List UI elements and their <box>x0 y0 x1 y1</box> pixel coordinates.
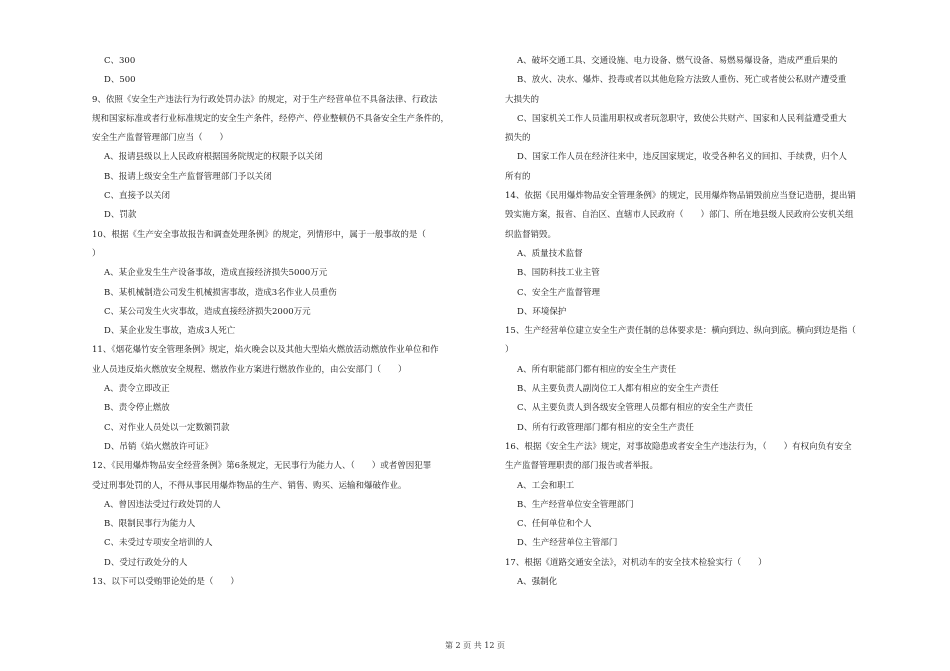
text-line: 14、依据《民用爆炸物品安全管理条例》的规定，民用爆炸物品销毁前应当登记造册，提出销 <box>505 191 856 202</box>
text-line: A、工会和职工 <box>517 480 575 491</box>
text-line: ） <box>92 248 101 259</box>
text-line: 11、《烟花爆竹安全管理条例》规定，焰火晚会以及其他大型焰火燃放活动燃放作业单位和作 <box>92 345 439 356</box>
text-line: C、未受过专项安全培训的人 <box>104 538 213 549</box>
text-line: 业人员违反焰火燃放安全规程、燃放作业方案进行燃放作业的，由公安部门（ ） <box>92 364 407 375</box>
text-line: A、曾因违法受过行政处罚的人 <box>104 499 221 510</box>
text-line: A、责令立即改正 <box>104 384 170 395</box>
text-line: 大损失的 <box>505 94 540 105</box>
text-line: 规和国家标准或者行业标准规定的安全生产条件，经停产、停业整顿仍不具备安全生产条件的， <box>92 113 450 124</box>
text-line: B、生产经营单位安全管理部门 <box>517 499 634 510</box>
text-line: D、生产经营单位主管部门 <box>517 538 618 549</box>
text-line: D、国家工作人员在经济往来中，违反国家规定，收受各种名义的回扣、手续费，归个人 <box>517 152 847 163</box>
text-line: C、任何单位和个人 <box>517 519 592 530</box>
text-line: 12、《民用爆炸物品安全经营条例》第6条规定，无民事行为能力人、（ ）或者曾因犯罪 <box>92 461 432 472</box>
left-column <box>92 52 492 592</box>
text-line: B、限制民事行为能力人 <box>104 519 196 530</box>
text-line: ） <box>505 345 514 356</box>
text-line: C、国家机关工作人员滥用职权或者玩忽职守，致使公共财产、国家和人民利益遭受重大 <box>517 113 847 124</box>
text-line: B、某机械制造公司发生机械损害事故，造成3名作业人员重伤 <box>104 287 337 298</box>
text-line: A、强制化 <box>517 577 558 588</box>
text-line: C、直接予以关闭 <box>104 191 171 202</box>
text-line: 损失的 <box>505 133 531 144</box>
page-footer: 第 2 页 共 12 页 <box>445 641 505 650</box>
text-line: 受过刑事处罚的人，不得从事民用爆炸物品的生产、销售、购买、运输和爆破作业。 <box>92 480 407 491</box>
text-line: C、某公司发生火灾事故，造成直接经济损失2000万元 <box>104 306 311 317</box>
text-line: 17、根据《道路交通安全法》，对机动车的安全技术检验实行（ ） <box>505 557 767 568</box>
text-line: 所有的 <box>505 171 531 182</box>
text-line: B、国防科技工业主管 <box>517 268 600 279</box>
text-line: D、环境保护 <box>517 306 567 317</box>
text-line: C、安全生产监督管理 <box>517 287 601 298</box>
text-line: B、责令停止燃放 <box>104 403 170 414</box>
text-line: D、受过行政处分的人 <box>104 557 188 568</box>
text-line: 织监督销毁。 <box>505 229 557 240</box>
text-line: 16、根据《安全生产法》规定，对事故隐患或者安全生产违法行为，（ ）有权向负有安全 <box>505 441 852 452</box>
text-line: C、300 <box>104 56 136 66</box>
text-line: B、从主要负责人副岗位工人都有相应的安全生产责任 <box>517 384 719 395</box>
text-line: C、对作业人员处以一定数额罚款 <box>104 422 230 433</box>
text-line: 9、依照《安全生产违法行为行政处罚办法》的规定，对于生产经营单位不具备法律、行政法 <box>92 94 438 105</box>
text-line: C、从主要负责人到各级安全管理人员都有相应的安全生产责任 <box>517 403 754 414</box>
text-line: D、罚款 <box>104 210 137 221</box>
text-line: B、放火、决水、爆炸、投毒或者以其他危险方法致人重伤、死亡或者使公私财产遭受重 <box>517 75 847 86</box>
text-line: A、破坏交通工具、交通设施、电力设备、燃气设备、易燃易爆设备，造成严重后果的 <box>517 56 838 66</box>
text-line: D、500 <box>104 75 136 86</box>
text-line: 15、生产经营单位建立安全生产责任制的总体要求是：横向到边、纵向到底。横向到边是指（ <box>505 326 856 337</box>
text-line: A、所有职能部门都有相应的安全生产责任 <box>517 364 677 375</box>
text-line: D、某企业发生事故，造成3人死亡 <box>104 326 236 337</box>
text-line: D、吊销《焰火燃放许可证》 <box>104 441 213 452</box>
text-line: B、报请上级安全生产监督管理部门予以关闭 <box>104 171 272 182</box>
text-line: A、质量技术监督 <box>517 248 583 259</box>
text-line: A、报请县级以上人民政府根据国务院规定的权限予以关闭 <box>104 152 323 163</box>
right-column <box>505 52 905 592</box>
text-line: 10、根据《生产安全事故报告和调查处理条例》的规定，列情形中，属于一般事故的是（ <box>92 229 426 240</box>
text-line: A、某企业发生生产设备事故，造成直接经济损失5000万元 <box>104 268 328 279</box>
text-line: 13、以下可以受贿罪论处的是（ ） <box>92 577 239 588</box>
text-line: D、所有行政管理部门都有相应的安全生产责任 <box>517 422 694 433</box>
text-line: 毁实施方案，报省、自治区、直辖市人民政府（ ）部门、所在地县级人民政府公安机关组 <box>505 210 854 221</box>
text-line: 生产监督管理职责的部门报告或者举报。 <box>505 461 659 472</box>
text-line: 安全生产监督管理部门应当（ ） <box>92 133 229 144</box>
